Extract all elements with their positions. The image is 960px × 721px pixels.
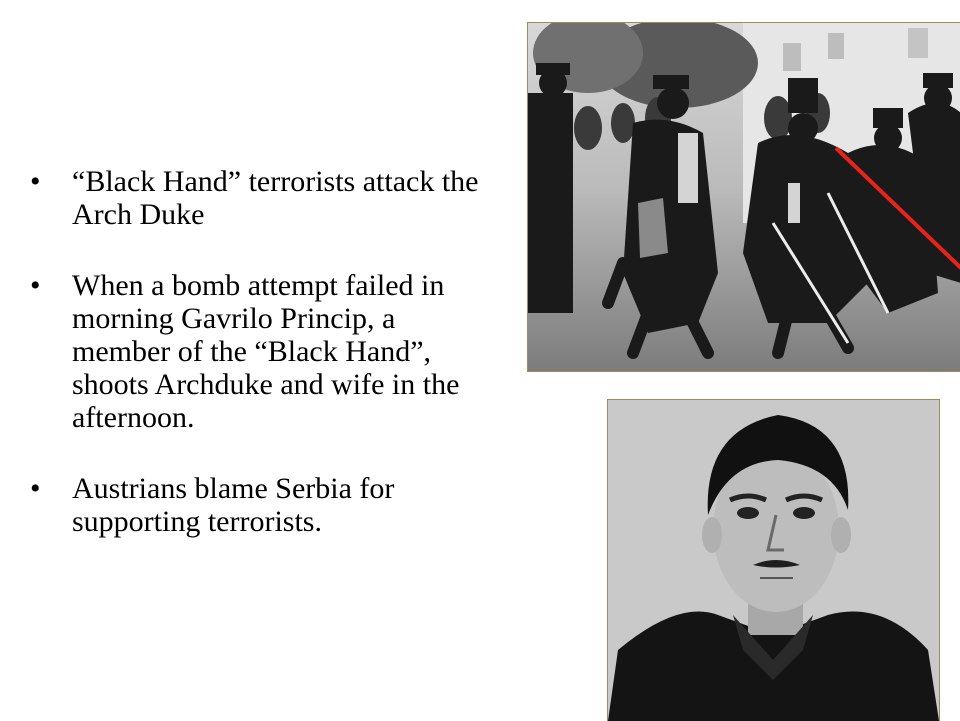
bullet-list (30, 165, 480, 576)
bullet-dot: • (30, 165, 41, 198)
bullet-text: Austrians blame Serbia for supporting terrorists. (72, 472, 395, 538)
gavrilo-princip-portrait (607, 399, 940, 721)
bullet-text: “Black Hand” terrorists attack the Arch Duke (72, 165, 479, 231)
bullet-dot: • (30, 472, 41, 505)
bullet-item (30, 269, 480, 434)
arrest-crowd-photo (527, 22, 960, 372)
bullet-dot: • (30, 269, 41, 302)
bullet-item (30, 472, 480, 538)
bullet-text: When a bomb attempt failed in morning Gavrilo Princip, a member of the “Black Hand”, shoots Archduke and wife in the afternoon. (72, 269, 460, 434)
bullet-item (30, 165, 480, 231)
